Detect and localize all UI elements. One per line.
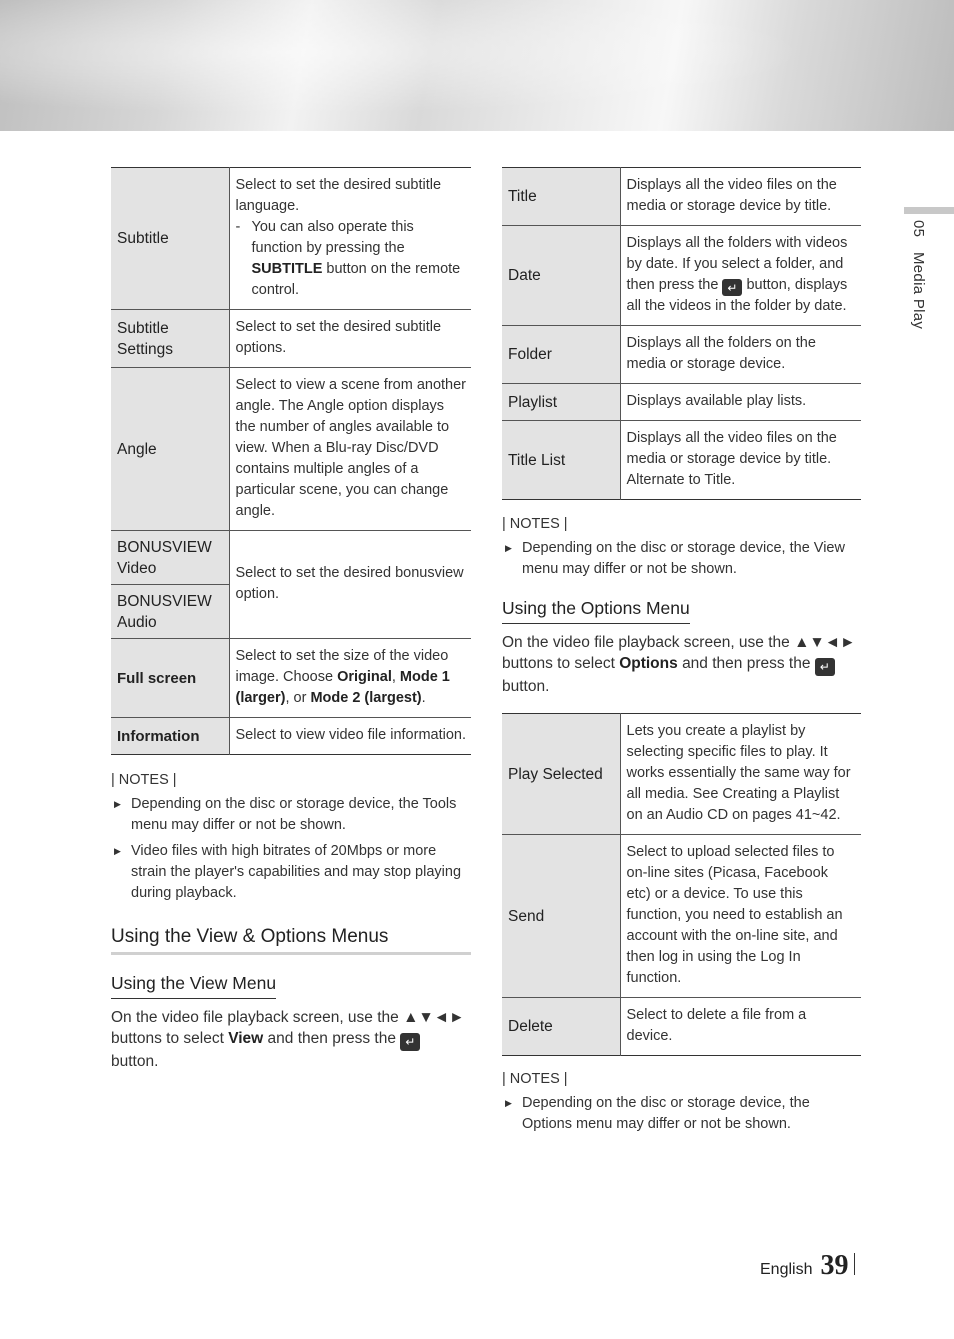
notes-block	[111, 772, 471, 904]
notes-heading: | NOTES |	[502, 1071, 568, 1087]
note-item: ▶ Depending on the disc or storage device, the Tools menu may differ or not be shown.	[111, 794, 471, 836]
table-row	[502, 421, 861, 500]
notes-block	[502, 1071, 861, 1135]
table-key: Send	[502, 835, 620, 998]
table-value: Select to set the desired bonusview option.	[229, 531, 471, 639]
table-value: Displays all the folders with videos by date. If you select a folder, and then press the ↵ button, displays all the videos in the folder by date.	[620, 226, 861, 326]
table-key: Delete	[502, 998, 620, 1056]
enter-button-icon: ↵	[722, 279, 742, 296]
table-row	[502, 998, 861, 1056]
chapter-title: Media Play	[910, 251, 927, 329]
table-row	[502, 226, 861, 326]
table-row	[502, 168, 861, 226]
table-value: Displays all the video files on the media or storage device by title.	[626, 177, 837, 214]
table-key: Folder	[502, 326, 620, 384]
footer-language: English	[760, 1261, 813, 1278]
table-row	[111, 718, 471, 755]
table-value-text: Select to set the desired subtitle language.	[235, 177, 442, 214]
chapter-tab-marker	[904, 207, 954, 214]
triangle-bullet-icon: ▶	[114, 846, 121, 856]
table-key: Subtitle	[111, 168, 229, 310]
table-value	[229, 168, 471, 310]
notes-heading: | NOTES |	[502, 516, 568, 532]
options-menu-table	[502, 713, 861, 1056]
notes-heading: | NOTES |	[111, 772, 177, 788]
table-key: Title	[502, 168, 620, 226]
table-subnote: - You can also operate this function by pressing the SUBTITLE button on the remote control.	[235, 219, 461, 298]
subsection-heading: Using the Options Menu	[502, 598, 690, 624]
header-banner	[0, 0, 954, 131]
right-column	[502, 167, 861, 1140]
page-number: 39	[820, 1250, 849, 1281]
table-value: Select to set the desired subtitle options.	[229, 310, 471, 368]
view-menu-instructions: On the video file playback screen, use the ▲▼◄► buttons to select View and then press the ↵ button.	[111, 1009, 465, 1070]
chapter-number: 05	[910, 220, 927, 238]
subsection-options-menu	[502, 598, 861, 697]
section-heading: Using the View & Options Menus	[111, 926, 471, 955]
table-key: BONUSVIEW Video	[111, 531, 229, 585]
table-key: Title List	[502, 421, 620, 500]
table-value: Displays available play lists.	[620, 384, 861, 421]
table-key: Subtitle Settings	[111, 310, 229, 368]
view-menu-table	[502, 167, 861, 500]
table-value: Lets you create a playlist by selecting specific files to play. It works essentially the same way for all media. See Creating a Playlist on an Audio CD on pages 41~42.	[626, 723, 851, 823]
tools-menu-table	[111, 167, 471, 755]
subsection-heading: Using the View Menu	[111, 973, 276, 999]
table-value: Select to view video file information.	[229, 718, 471, 755]
table-key: Information	[111, 718, 229, 755]
left-column	[111, 167, 471, 1072]
table-key: Playlist	[502, 384, 620, 421]
table-value: Select to set the size of the video image. Choose Original, Mode 1 (larger), or Mode 2 (largest).	[229, 639, 471, 718]
table-row	[111, 531, 471, 585]
chapter-side-label	[910, 220, 927, 339]
table-key: Date	[502, 226, 620, 326]
footer-divider	[854, 1253, 855, 1275]
table-row	[111, 168, 471, 310]
triangle-bullet-icon: ▶	[505, 543, 512, 553]
table-row	[502, 835, 861, 998]
table-row	[111, 368, 471, 531]
note-item: ▶ Video files with high bitrates of 20Mbps or more strain the player's capabilities and may stop playing during playback.	[111, 841, 471, 904]
table-key: BONUSVIEW Audio	[111, 585, 229, 639]
enter-button-icon: ↵	[400, 1033, 420, 1051]
triangle-bullet-icon: ▶	[505, 1098, 512, 1108]
page-footer	[760, 1252, 855, 1280]
table-row	[502, 326, 861, 384]
table-value: Select to upload selected files to on-line sites (Picasa, Facebook etc) or a device. To use this function, you need to establish an account with the on-line site, and then log in using the Log In function.	[620, 835, 861, 998]
table-key: Play Selected	[502, 714, 620, 835]
table-row	[502, 714, 861, 835]
table-value: Displays all the folders on the media or storage device.	[620, 326, 861, 384]
table-value: Displays all the video files on the media or storage device by title. Alternate to Title.	[620, 421, 861, 500]
table-row	[111, 639, 471, 718]
table-key: Angle	[111, 368, 229, 531]
note-item: ▶ Depending on the disc or storage device, the Options menu may differ or not be shown.	[502, 1093, 861, 1135]
triangle-bullet-icon: ▶	[114, 799, 121, 809]
table-row	[502, 384, 861, 421]
notes-block	[502, 516, 861, 580]
table-key: Full screen	[111, 639, 229, 718]
note-item: ▶ Depending on the disc or storage device, the View menu may differ or not be shown.	[502, 538, 861, 580]
table-row	[111, 310, 471, 368]
options-menu-instructions: On the video file playback screen, use the ▲▼◄► buttons to select Options and then press the ↵ button.	[502, 634, 856, 695]
subsection-view-menu	[111, 973, 471, 1072]
table-value: Select to delete a file from a device.	[620, 998, 861, 1056]
enter-button-icon: ↵	[815, 658, 835, 676]
table-value: Select to view a scene from another angle. The Angle option displays the number of angles available to view. When a Blu-ray Disc/DVD contains multiple angles of a particular scene, you can change angle.	[229, 368, 471, 531]
